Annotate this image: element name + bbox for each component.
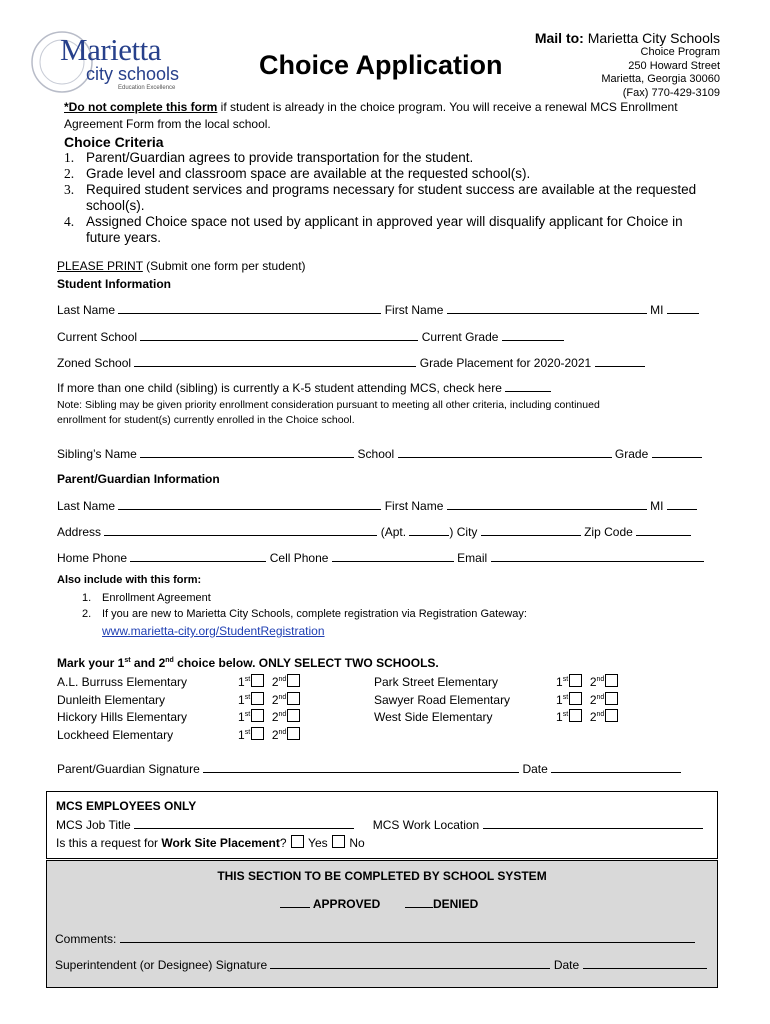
work-location-label: MCS Work Location [372, 818, 480, 832]
first-name-field[interactable] [447, 302, 647, 314]
address-label: Address [57, 525, 102, 539]
notice [64, 99, 678, 133]
superintendent-row [55, 957, 707, 972]
first-choice-checkbox[interactable] [569, 692, 582, 705]
logo-tagline: Education Excellence [118, 85, 176, 91]
signature-row [57, 761, 681, 776]
second-label: 2 [589, 692, 597, 707]
choice-checks [238, 674, 301, 692]
list-text: Assigned Choice space not used by applicant in approved year will disqualify applicant for Choice in [86, 214, 683, 229]
cell-phone-field[interactable] [332, 550, 454, 562]
sibling-school-label: School [357, 447, 395, 461]
list-item: 2. If you are new to Marietta City Schools, complete registration via Registration Gateway: [82, 608, 527, 620]
comments-row [55, 931, 695, 946]
sibling-question-row [57, 380, 551, 395]
sup-st: st [244, 711, 251, 718]
second-label: 2 [589, 710, 597, 724]
mail-org: Marietta City Schools [587, 30, 720, 46]
mail-line: Marietta, Georgia 30060 [601, 73, 720, 85]
choice-heading-b: and 2 [130, 656, 166, 670]
choice-heading-c: choice below. ONLY SELECT TWO SCHOOLS. [173, 656, 439, 670]
last-name-label: Last Name [57, 303, 116, 317]
current-school-field[interactable] [140, 329, 418, 341]
second-choice-checkbox[interactable] [287, 692, 300, 705]
second-choice-checkbox[interactable] [287, 674, 300, 687]
home-phone-field[interactable] [130, 550, 266, 562]
employees-box [46, 791, 718, 859]
sup-nd: nd [278, 693, 287, 701]
mail-label: Mail to: [534, 30, 584, 46]
placement-row [56, 835, 365, 850]
employees-heading: MCS EMPLOYEES ONLY [56, 799, 197, 813]
first-label: 1 [238, 727, 245, 742]
choice-checks [238, 692, 301, 710]
page-title: Choice Application [259, 50, 503, 80]
choice-checks [556, 709, 619, 727]
mail-address [601, 46, 720, 100]
first-label: 1 [556, 675, 563, 689]
first-choice-checkbox[interactable] [569, 674, 582, 687]
parent-first-name-label: First Name [384, 499, 444, 513]
school-list-right [374, 674, 510, 727]
school-name: Lockheed Elementary [57, 727, 174, 742]
parent-mi-field[interactable] [667, 498, 697, 510]
yes-label: Yes [308, 836, 328, 850]
choice-checks [556, 692, 619, 710]
no-label: No [349, 836, 365, 850]
first-label: 1 [556, 692, 563, 707]
mail-line: (Fax) 770-429-3109 [622, 86, 720, 99]
school-checks-left [238, 674, 301, 744]
second-choice-checkbox[interactable] [287, 727, 300, 740]
parent-name-row [57, 498, 697, 513]
apt-label: (Apt. [380, 525, 407, 539]
first-choice-checkbox[interactable] [251, 674, 264, 687]
apt-field[interactable] [409, 524, 449, 536]
list-text: Grade level and classroom space are available at the requested school(s). [86, 166, 531, 181]
sup-nd: nd [596, 711, 605, 718]
sup-st: st [562, 711, 569, 718]
list-item [64, 150, 696, 166]
placement-question-b: Work Site Placement [161, 836, 280, 850]
list-item [64, 166, 696, 182]
sup-nd: nd [278, 676, 287, 683]
choice-heading-a: Mark your 1 [57, 656, 125, 670]
first-choice-checkbox[interactable] [569, 709, 582, 722]
list-item [64, 182, 696, 214]
second-label: 2 [271, 692, 279, 707]
sup-st: st [562, 693, 569, 701]
superintendent-label: Superintendent (or Designee) Signature [55, 958, 268, 972]
sibling-school-field[interactable] [398, 446, 612, 458]
sup-st: st [244, 693, 251, 701]
job-title-field[interactable] [134, 817, 354, 829]
denied-field[interactable] [405, 896, 433, 908]
school-list-left [57, 674, 187, 744]
mail-line: 250 Howard Street [628, 59, 720, 72]
also-item-1: Enrollment Agreement [102, 592, 211, 604]
choice-heading [57, 656, 439, 670]
sup-nd: nd [278, 728, 287, 736]
first-label: 1 [238, 692, 245, 707]
second-choice-checkbox[interactable] [605, 692, 618, 705]
home-phone-label: Home Phone [57, 551, 128, 565]
sup-nd: nd [278, 711, 287, 718]
parent-mi-label: MI [650, 499, 664, 513]
list-num: 3. [64, 182, 75, 197]
parent-last-name-field[interactable] [118, 498, 381, 510]
school-name: Dunleith Elementary [57, 692, 166, 707]
also-item-2: If you are new to Marietta City Schools, complete registration via Registration Gateway: [102, 608, 527, 620]
mail-to [535, 30, 720, 46]
school-name: Hickory Hills Elementary [57, 710, 188, 724]
zoned-school-label: Zoned School [57, 356, 132, 370]
mail-line: Choice Program [640, 46, 720, 58]
mi-field[interactable] [667, 302, 699, 314]
signature-date-field[interactable] [551, 761, 681, 773]
email-label: Email [457, 551, 488, 565]
first-choice-checkbox[interactable] [251, 692, 264, 705]
address-row [57, 524, 691, 539]
sibling-check-field[interactable] [505, 380, 551, 392]
parent-first-name-field[interactable] [447, 498, 647, 510]
current-grade-label: Current Grade [421, 330, 499, 344]
placement-question-c: ? [279, 836, 287, 850]
student-name-row [57, 302, 699, 317]
list-item: 1. Enrollment Agreement [82, 592, 211, 604]
current-school-row [57, 329, 564, 344]
choice-checks [556, 674, 619, 692]
signature-date-label: Date [522, 762, 548, 776]
sup-st: st [124, 657, 131, 664]
first-label: 1 [238, 675, 245, 689]
student-heading: Student Information [57, 277, 171, 291]
sup-st: st [244, 676, 251, 683]
last-name-field[interactable] [118, 302, 381, 314]
system-date-field[interactable] [583, 957, 707, 969]
comments-label: Comments: [55, 932, 117, 946]
work-location-field[interactable] [483, 817, 703, 829]
notice-text-2: Agreement Form from the local school. [64, 117, 271, 131]
second-label: 2 [271, 675, 279, 689]
sup-st: st [562, 676, 569, 683]
logo-line2: city schools [86, 64, 180, 84]
school-name: A.L. Burruss Elementary [57, 675, 188, 689]
list-num: 2. [64, 166, 75, 181]
list-num: 4. [64, 214, 75, 229]
second-choice-checkbox[interactable] [605, 674, 618, 687]
list-text-cont: future years. [86, 230, 162, 245]
superintendent-field[interactable] [270, 957, 550, 969]
sup-st: st [244, 728, 251, 736]
job-row [56, 817, 703, 832]
current-grade-field[interactable] [502, 329, 564, 341]
second-label: 2 [589, 675, 597, 689]
denied-label: DENIED [432, 897, 479, 911]
comments-field[interactable] [120, 931, 695, 943]
please-print-note: (Submit one form per student) [142, 259, 306, 273]
sup-nd: nd [596, 693, 605, 701]
grade-placement-field[interactable] [595, 355, 645, 367]
second-label: 2 [271, 727, 279, 742]
criteria-heading: Choice Criteria [64, 134, 164, 150]
sup-nd: nd [165, 657, 174, 664]
second-choice-checkbox[interactable] [287, 709, 300, 722]
system-date-label: Date [553, 958, 580, 972]
zoned-school-row [57, 355, 645, 370]
school-system-box [46, 860, 718, 988]
list-text: Parent/Guardian agrees to provide transportation for the student. [86, 150, 474, 165]
city-field[interactable] [481, 524, 581, 536]
logo [30, 30, 190, 95]
first-name-label: First Name [384, 303, 444, 317]
notice-bold: *Do not complete this form [64, 100, 218, 114]
parent-heading: Parent/Guardian Information [57, 472, 220, 486]
first-choice-checkbox[interactable] [251, 727, 264, 740]
city-label: ) City [449, 525, 478, 539]
list-text: Required student services and programs necessary for student success are available at the requested [86, 182, 697, 197]
school-checks-right [556, 674, 619, 727]
first-choice-checkbox[interactable] [251, 709, 264, 722]
second-label: 2 [271, 710, 279, 724]
note-line: Note: Sibling may be given priority enrollment consideration pursuant to meeting all other criteria, including continued [57, 399, 600, 411]
zip-field[interactable] [636, 524, 691, 536]
zip-label: Zip Code [584, 525, 633, 539]
second-choice-checkbox[interactable] [605, 709, 618, 722]
sibling-question: If more than one child (sibling) is currently a K-5 student attending MCS, check here [57, 381, 502, 395]
email-field[interactable] [491, 550, 704, 562]
choice-checks [238, 709, 301, 727]
signature-field[interactable] [203, 761, 519, 773]
no-checkbox[interactable] [332, 835, 345, 848]
siblings-name-label: Sibling’s Name [57, 447, 137, 461]
address-field[interactable] [104, 524, 377, 536]
zoned-school-field[interactable] [134, 355, 416, 367]
notice-text: if student is already in the choice program. You will receive a renewal MCS Enrollment [217, 100, 678, 114]
grade-placement-label: Grade Placement for 2020-2021 [419, 356, 592, 370]
sibling-note [57, 398, 600, 428]
list-num: 1. [64, 150, 75, 165]
please-print-label: PLEASE PRINT [57, 259, 143, 273]
list-text-cont: school(s). [86, 198, 145, 213]
list-item [64, 214, 696, 246]
criteria-list [64, 150, 696, 246]
sibling-grade-label: Grade [614, 447, 649, 461]
school-name: Sawyer Road Elementary [374, 692, 511, 707]
placement-question-a: Is this a request for [56, 836, 162, 850]
first-label: 1 [556, 710, 563, 724]
registration-link[interactable]: www.marietta-city.org/StudentRegistration [102, 624, 325, 638]
logo-line1: Marietta [60, 32, 162, 67]
siblings-name-field[interactable] [140, 446, 354, 458]
sup-nd: nd [596, 676, 605, 683]
approved-label: APPROVED [312, 897, 381, 911]
also-list [82, 590, 527, 639]
school-name: Park Street Elementary [374, 675, 499, 689]
note-line: enrollment for student(s) currently enrolled in the Choice school. [57, 414, 355, 426]
sibling-grade-field[interactable] [652, 446, 702, 458]
choice-checks [238, 727, 301, 745]
phone-row [57, 550, 704, 565]
job-title-label: MCS Job Title [56, 818, 131, 832]
system-heading: THIS SECTION TO BE COMPLETED BY SCHOOL SYSTEM [217, 869, 547, 883]
approved-field[interactable] [280, 896, 310, 908]
signature-label: Parent/Guardian Signature [57, 762, 200, 776]
cell-phone-label: Cell Phone [269, 551, 329, 565]
school-name: West Side Elementary [374, 710, 493, 724]
also-heading: Also include with this form: [57, 574, 202, 586]
please-print [57, 259, 306, 273]
decision-row [280, 896, 478, 911]
parent-last-name-label: Last Name [57, 499, 116, 513]
mi-label: MI [650, 303, 664, 317]
first-label: 1 [238, 710, 245, 724]
sibling-row [57, 446, 702, 461]
current-school-label: Current School [57, 330, 138, 344]
yes-checkbox[interactable] [291, 835, 304, 848]
